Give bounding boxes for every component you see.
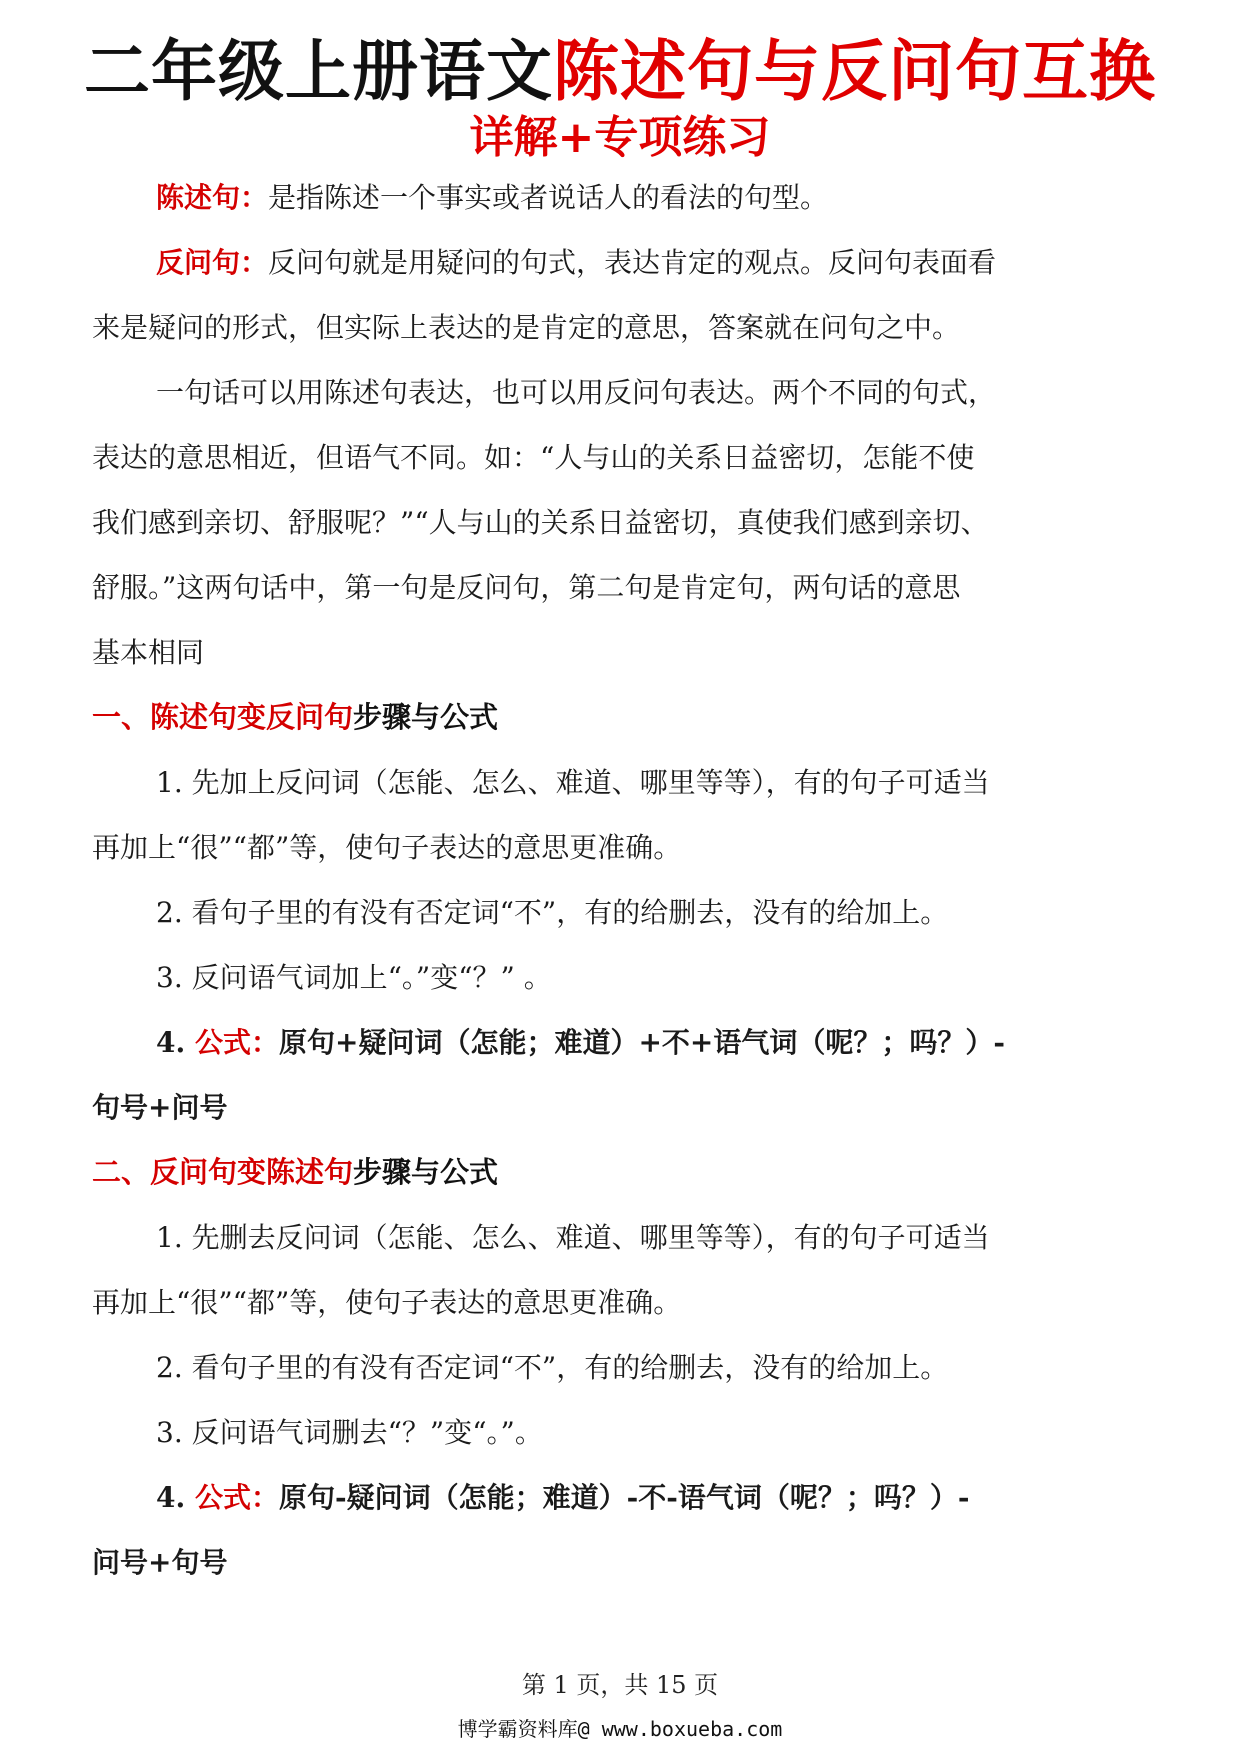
rhetorical-text-line2: 来是疑问的形式，但实际上表达的是肯定的意思，答案就在问句之中。	[92, 311, 961, 344]
statement-definition	[92, 165, 1158, 230]
rhetorical-label: 反问句：	[156, 246, 269, 279]
section2-step1: 1. 先删去反问词（怎能、怎么、难道、哪里等等），有的句子可适当	[156, 1221, 990, 1254]
intro-line: 一句话可以用陈述句表达，也可以用反问句表达。两个不同的句式，	[156, 376, 997, 409]
section2-heading-black: 步骤与公式	[353, 1155, 499, 1189]
section2-heading	[92, 1140, 1158, 1205]
source-watermark: 博学霸资料库@ www.boxueba.com	[457, 1717, 783, 1741]
intro-line: 舒服。”这两句话中，第一句是反问句，第二句是肯定句，两句话的意思	[92, 571, 961, 604]
section2-formula: 原句-疑问词（怎能；难道）-不-语气词（呢？；吗？）-	[279, 1481, 970, 1514]
page-title	[0, 30, 1240, 114]
section1-step4-number: 4.	[156, 1026, 195, 1059]
rhetorical-text-line1: 反问句就是用疑问的句式，表达肯定的观点。反问句表面看	[268, 246, 997, 279]
section1-formula-label: 公式：	[194, 1026, 279, 1059]
statement-text: 是指陈述一个事实或者说话人的看法的句型。	[268, 181, 829, 214]
section2-step1-cont: 再加上“很”“都”等，使句子表达的意思更准确。	[92, 1286, 682, 1319]
section2-step4-number: 4.	[156, 1481, 195, 1514]
section1-formula-cont: 句号+问号	[92, 1091, 228, 1124]
statement-label: 陈述句：	[156, 181, 269, 214]
page-title-red: 陈述句与反问句互换	[553, 33, 1156, 110]
section2-step3: 3. 反问语气词删去“？”变“。”。	[156, 1416, 543, 1449]
section2-heading-red: 二、反问句变陈述句	[92, 1155, 354, 1189]
section1-step1-cont: 再加上“很”“都”等，使句子表达的意思更准确。	[92, 831, 682, 864]
section2-formula-label: 公式：	[194, 1481, 279, 1514]
intro-line: 基本相同	[92, 636, 205, 669]
section1-heading-red: 一、陈述句变反问句	[92, 700, 354, 734]
section2-step2: 2. 看句子里的有没有否定词“不”，有的给删去，没有的给加上。	[156, 1351, 949, 1384]
section1-formula: 原句+疑问词（怎能；难道）+不+语气词（呢？；吗？）-	[279, 1026, 1006, 1059]
section1-heading	[92, 685, 1158, 750]
rhetorical-definition	[92, 230, 1158, 295]
intro-line: 我们感到亲切、舒服呢？”“人与山的关系日益密切，真使我们感到亲切、	[92, 506, 989, 539]
document-body	[92, 165, 1158, 1595]
section1-step3: 3. 反问语气词加上“。”变“？” 。	[156, 961, 552, 994]
section1-step1: 1. 先加上反问词（怎能、怎么、难道、哪里等等），有的句子可适当	[156, 766, 990, 799]
section1-step4	[92, 1010, 1158, 1075]
page-subtitle: 详解+专项练习	[469, 112, 771, 163]
section2-formula-cont: 问号+句号	[92, 1546, 228, 1579]
section1-step2: 2. 看句子里的有没有否定词“不”，有的给删去，没有的给加上。	[156, 896, 949, 929]
section1-heading-black: 步骤与公式	[353, 700, 499, 734]
page-number: 第 1 页，共 15 页	[521, 1671, 719, 1699]
section2-step4	[92, 1465, 1158, 1530]
intro-line: 表达的意思相近，但语气不同。如：“人与山的关系日益密切，怎能不使	[92, 441, 975, 474]
page-title-black: 二年级上册语文	[84, 33, 553, 110]
